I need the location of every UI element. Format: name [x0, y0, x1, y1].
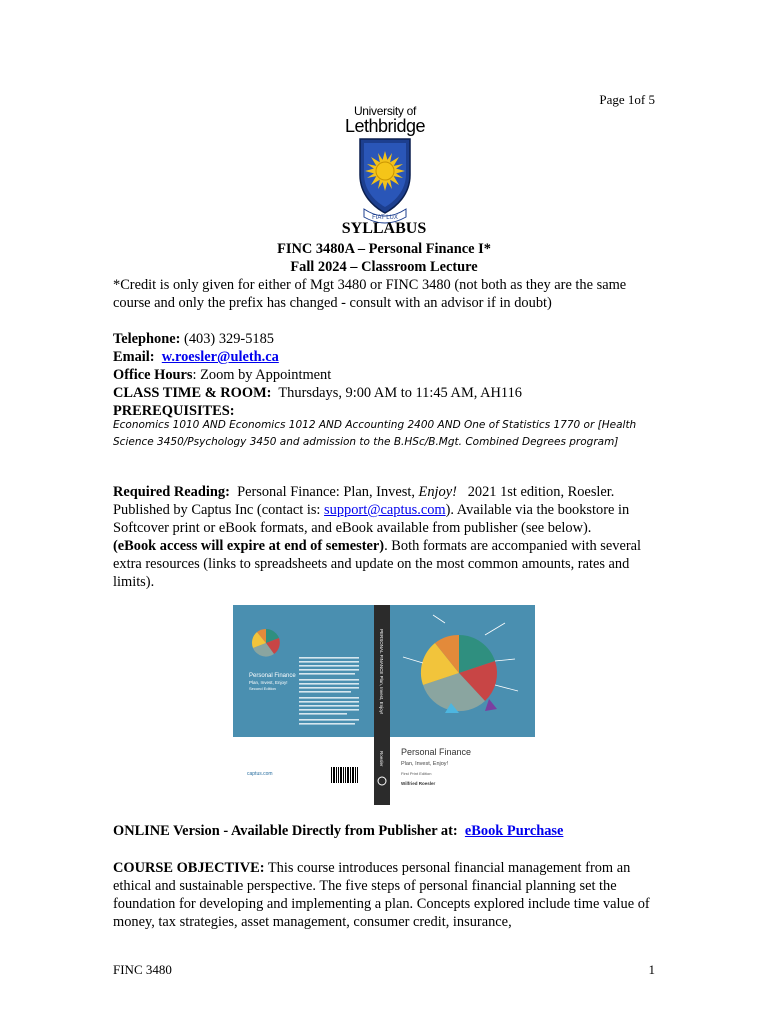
- footer-page-number: 1: [648, 962, 655, 977]
- crest-motto: FIAT LUX: [372, 215, 398, 221]
- back-cover-edition: Second Edition: [249, 686, 276, 691]
- class-time-line: [113, 384, 658, 402]
- telephone-line: [113, 330, 658, 348]
- telephone-value: (403) 329-5185: [184, 331, 274, 347]
- email-label: Email:: [113, 349, 155, 365]
- front-cover-subtitle: Plan, Invest, Enjoy!: [401, 761, 449, 767]
- reading-label: Required Reading:: [113, 484, 230, 500]
- page-number-label: Page 1of 5: [599, 92, 655, 107]
- term-title: Fall 2024 – Classroom Lecture: [290, 259, 478, 275]
- spine-author: Roesler: [379, 751, 384, 767]
- crest-icon: [356, 137, 414, 225]
- email-line: [113, 348, 658, 366]
- book-cover-image: [233, 605, 535, 805]
- support-email-link[interactable]: support@captus.com: [324, 502, 446, 518]
- reading-text-1: Personal Finance: Plan, Invest,: [237, 484, 415, 500]
- reading-text-2: 2021 1st edition, Roesler. Published by Captus Inc (contact is:: [113, 484, 615, 518]
- university-logo: [340, 105, 430, 225]
- objective-text: This course introduces personal financial management from an ethical and sustainable perspective. The five steps of personal financial planning set the foundation for developing and implementing a plan. Concepts explored include time value of money, tax strategies, asset management, consumer credit, insurance,: [113, 860, 650, 930]
- publisher-site: captus.com: [247, 771, 273, 777]
- reading-text-3: ). Available via the bookstore in Softcover print or eBook formats, and eBook available from publisher (see below).: [113, 502, 630, 536]
- class-time-label: CLASS TIME & ROOM:: [113, 385, 272, 401]
- email-link[interactable]: w.roesler@uleth.ca: [161, 349, 279, 365]
- front-cover-edition: First Print Edition: [401, 771, 432, 776]
- back-cover-subtitle: Plan, Invest, Enjoy!: [249, 680, 288, 685]
- footer-course-code: FINC 3480: [113, 962, 172, 977]
- ebook-purchase-link[interactable]: eBook Purchase: [464, 823, 564, 839]
- prerequisites-label: PREREQUISITES:: [113, 403, 235, 419]
- class-time-value: Thursdays, 9:00 AM to 11:45 AM, AH116: [278, 385, 522, 401]
- course-objective: [113, 859, 658, 931]
- spine-title: PERSONAL FINANCE Plan, Invest, Enjoy!: [379, 629, 384, 715]
- course-title: FINC 3480A – Personal Finance I*: [277, 241, 491, 257]
- online-version-label: ONLINE Version - Available Directly from Publisher at:: [113, 823, 458, 839]
- contact-block: [113, 330, 658, 420]
- logo-line-lethbridge: Lethbridge: [344, 116, 426, 136]
- office-hours-value: : Zoom by Appointment: [192, 367, 332, 383]
- reading-enjoy: Enjoy!: [418, 484, 457, 500]
- logo-line-university: University of: [353, 104, 417, 118]
- office-hours-label: Office Hours: [113, 367, 193, 383]
- front-cover-title: Personal Finance: [401, 747, 472, 757]
- barcode-icon: [329, 765, 359, 787]
- syllabus-title: SYLLABUS: [341, 220, 427, 237]
- required-reading: [113, 483, 658, 591]
- telephone-label: Telephone:: [113, 331, 181, 347]
- front-cover-author: Wilfried Roesler: [401, 781, 436, 786]
- back-cover-title: Personal Finance: [249, 673, 296, 679]
- reading-text-4: . Both formats are accompanied with several extra resources (links to spreadsheets and update on the most common amounts, rates and limits).: [113, 538, 642, 590]
- ebook-expiry-note: (eBook access will expire at end of semester): [113, 538, 385, 554]
- online-version-line: [113, 822, 658, 840]
- book-cover-illustration: [233, 605, 535, 805]
- credit-note: *Credit is only given for either of Mgt 3480 or FINC 3480 (not both as they are the same course and only the prefix has changed - consult with an advisor if in doubt): [113, 277, 627, 311]
- objective-label: COURSE OBJECTIVE:: [113, 860, 265, 876]
- prerequisites-text: Economics 1010 AND Economics 1012 AND Accounting 2400 AND One of Statistics 1770 or [Health Science 3450/Psychology 3450 and admission to the B.HSc/B.Mgt. Combined Degrees program]: [113, 419, 637, 448]
- office-hours-line: [113, 366, 658, 384]
